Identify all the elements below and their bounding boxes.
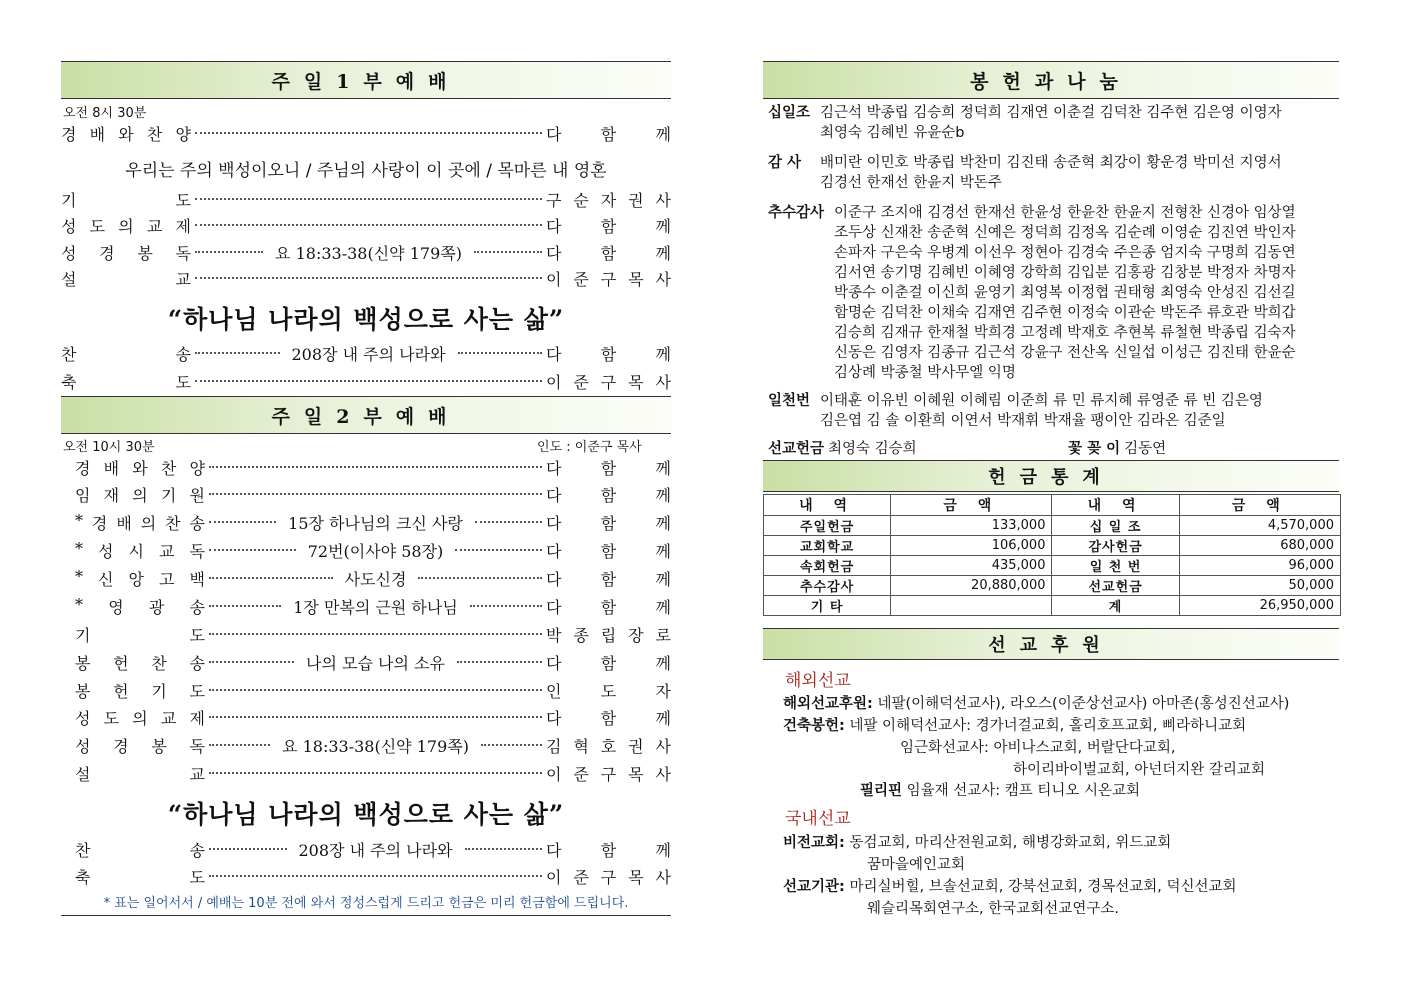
order-label: * 신 앙 고 백 [75, 566, 205, 589]
dot-leader [209, 661, 294, 663]
service2-row [61, 621, 671, 647]
order-person: 다 함 께 [546, 541, 672, 561]
stat-amount: 4,570,000 [1179, 516, 1340, 536]
mission-offering-names: 최영숙 김승희 [828, 441, 917, 457]
dot-leader [474, 251, 542, 253]
service2-row [61, 509, 671, 535]
order-person: 이 준 구 목 사 [546, 764, 671, 784]
table-row [764, 576, 1341, 596]
harvest-names-line: 박종수 이춘걸 이신희 윤영기 최영복 이정협 권태형 최영숙 안성진 김선길 [834, 285, 1296, 301]
service1-time: 오전 8시 30분 [63, 106, 147, 121]
offering-header: 봉헌과나눔 [763, 61, 1339, 99]
dot-leader [209, 772, 542, 774]
service1-row [61, 239, 671, 265]
order-person: 다 함 께 [546, 243, 671, 263]
vision-church-text: 동검교회, 마리산전원교회, 해병강화교회, 위드교회 [849, 835, 1172, 851]
service1-row [61, 340, 671, 366]
domestic-line-4: 웨슬리목회연구소, 한국교회선교연구소. [867, 901, 1119, 917]
dot-leader [465, 848, 543, 850]
overseas-support-text: 네팔(이해덕선교사), 라오스(이준상선교사) 아마존(홍성진선교사) [877, 696, 1290, 712]
offering-stats-table [763, 494, 1341, 616]
order-label: 기 도 [75, 625, 205, 645]
harvest-names-line: 조두상 신재찬 송준혁 신예은 정덕희 김정옥 김순례 이영순 김진연 박인자 [834, 225, 1296, 241]
col-item-1: 내 역 [764, 495, 891, 516]
dot-leader [209, 549, 296, 551]
order-person: 이 준 구 목 사 [546, 867, 671, 887]
dot-leader [209, 744, 270, 746]
service2-row [61, 454, 671, 480]
service2-row [61, 649, 671, 675]
order-detail: 요 18:33-38(신약 179쪽) [282, 736, 469, 756]
domestic-line-2: 꿈마을예인교회 [867, 857, 966, 873]
dot-leader [195, 380, 542, 382]
dot-leader [470, 605, 542, 607]
service1-praise-songs: 우리는 주의 백성이오니 / 주님의 사랑이 이 곳에 / 목마른 내 영혼 [125, 161, 607, 181]
offering-list [768, 103, 1340, 459]
order-label: 축 도 [75, 867, 205, 887]
stat-item: 속회헌금 [764, 556, 891, 576]
service2-row [61, 760, 671, 786]
domestic-line-1 [783, 832, 1171, 854]
thanks-label: 감 사 [768, 155, 802, 171]
domestic-title: 국내선교 [785, 809, 851, 829]
dot-leader [209, 493, 542, 495]
order-label: * 경 배 의 찬 송 [75, 510, 205, 533]
harvest-names-line: 신동은 김영자 김종규 김근석 강윤구 전산옥 신일섭 이성근 김진태 한윤순 [834, 345, 1296, 361]
overseas-line-1 [783, 693, 1289, 715]
service2-header: 주일2부예배 [61, 396, 671, 434]
stat-item: 일 천 번 [1052, 556, 1179, 576]
service1-row [61, 186, 671, 212]
stat-amount: 133,000 [891, 516, 1052, 536]
order-person: 다 함 께 [546, 597, 672, 617]
vision-church-label: 비전교회: [783, 835, 845, 851]
dot-leader [475, 521, 542, 523]
overseas-line-2 [783, 715, 1246, 737]
order-label: 성 경 봉 독 [75, 736, 205, 756]
dot-leader [209, 633, 542, 635]
order-label: 봉 헌 찬 송 [75, 653, 205, 673]
mission-org-label: 선교기관: [783, 879, 845, 895]
harvest-names-line: 손파자 구은숙 우병계 이선우 정현아 김경숙 주은종 엄지숙 구명희 김동연 [834, 245, 1296, 261]
tithe-names-2: 최영숙 김혜빈 유윤순b [820, 125, 965, 141]
service1-header: 주일1부예배 [61, 61, 671, 99]
order-detail: 208장 내 주의 나라와 [298, 840, 453, 860]
order-detail: 나의 모습 나의 소유 [306, 653, 445, 673]
order-label: 임 재 의 기 원 [75, 485, 205, 505]
order-label: * 영 광 송 [75, 594, 205, 617]
stat-amount: 435,000 [891, 556, 1052, 576]
service2-row [61, 836, 671, 862]
service2-sermon-title: “하나님 나라의 백성으로 사는 삶” [167, 800, 565, 829]
service1-row [61, 120, 671, 146]
order-person: 박 종 립 장 로 [546, 625, 671, 645]
harvest-label: 추수감사 [768, 205, 825, 221]
order-detail: 15장 하나님의 크신 사랑 [288, 513, 463, 533]
thanks-names-2: 김경선 한재선 한윤지 박돈주 [820, 175, 1002, 191]
stat-item: 추수감사 [764, 576, 891, 596]
harvest-names-line: 이준구 조지애 김경선 한재선 한윤성 한윤찬 한윤지 전형찬 신경아 임상열 [834, 205, 1296, 221]
flower-names: 김동연 [1124, 441, 1167, 457]
col-item-2: 내 역 [1052, 495, 1179, 516]
stat-amount: 106,000 [891, 536, 1052, 556]
building-label: 건축봉헌: [783, 718, 845, 734]
order-label: 경 배 와 찬 양 [75, 458, 205, 478]
overseas-title: 해외선교 [785, 671, 851, 691]
order-label: 성 도 의 교 제 [61, 216, 191, 236]
stat-item: 교회학교 [764, 536, 891, 556]
stat-amount: 96,000 [1179, 556, 1340, 576]
harvest-names-line: 김서연 송기명 김혜빈 이혜영 강학희 김입분 김홍광 김창분 박정자 차명자 [834, 265, 1296, 281]
oneday-names-1: 이태훈 이유빈 이혜원 이혜림 이준희 류 민 류지혜 류영준 류 빈 김은영 [820, 393, 1263, 409]
oneday-label: 일천번 [768, 393, 811, 409]
dot-leader [195, 277, 542, 279]
order-label: 성 도 의 교 제 [75, 708, 205, 728]
dot-leader [481, 744, 542, 746]
service1-row [61, 368, 671, 394]
table-row [764, 556, 1341, 576]
mission-org-text: 마리실버힐, 브솔선교회, 강북선교회, 경목선교회, 덕신선교회 [849, 879, 1237, 895]
overseas-line-4: 하이리바이벌교회, 아넌더지완 갈리교회 [1013, 762, 1265, 778]
stat-amount: 20,880,000 [891, 576, 1052, 596]
table-row [764, 536, 1341, 556]
service1-row [61, 265, 671, 291]
service2-row [61, 481, 671, 507]
overseas-line-5 [860, 780, 1140, 802]
order-person: 다 함 께 [546, 216, 671, 236]
flower-label: 꽃 꽂 이 [1068, 441, 1121, 457]
order-label: 설 교 [75, 764, 205, 784]
mission-offering-label: 선교헌금 [768, 441, 825, 457]
footnote: * 표는 일어서서 / 예배는 10분 전에 와서 정성스럽게 드리고 헌금은 미리 헌금함에 드립니다. [61, 892, 671, 916]
dot-leader [209, 577, 333, 579]
order-person: 이 준 구 목 사 [546, 269, 671, 289]
dot-leader [209, 605, 281, 607]
harvest-names-line: 김승희 김재규 한재철 박희경 고정례 박재호 추현복 류철현 박종립 김숙자 [834, 325, 1296, 341]
dot-leader [209, 848, 287, 850]
overseas-support-label: 해외선교후원: [783, 696, 873, 712]
tithe-label: 십일조 [768, 105, 811, 121]
order-label: 경 배 와 찬 양 [61, 124, 191, 144]
service1-row [61, 212, 671, 238]
tithe-names-1: 김근석 박종립 김승희 정덕희 김재연 이춘걸 김덕찬 김주현 김은영 이영자 [820, 105, 1282, 121]
dot-leader [458, 352, 543, 354]
philippines-text: 임율재 선교사: 캠프 티니오 시온교회 [906, 783, 1141, 799]
dot-leader [195, 198, 542, 200]
dot-leader [455, 549, 542, 551]
philippines-label: 필리핀 [860, 783, 903, 799]
order-person: 구 순 자 권 사 [546, 190, 671, 210]
stat-item: 기 타 [764, 596, 891, 616]
order-person: 김 혁 호 권 사 [546, 736, 671, 756]
stat-item: 주일헌금 [764, 516, 891, 536]
thanks-names-1: 배미란 이민호 박종립 박찬미 김진태 송준혁 최강이 황운경 박미선 지영서 [820, 155, 1282, 171]
service2-row [61, 732, 671, 758]
order-label: * 성 시 교 독 [75, 538, 205, 561]
harvest-names-line: 김상례 박종철 박사무엘 익명 [834, 365, 1016, 381]
stat-item: 십 일 조 [1052, 516, 1179, 536]
oneday-names-2: 김은엽 김 솔 이환희 이연서 박재휘 박재율 팽이안 김라온 김준일 [820, 413, 1226, 429]
building-text: 네팔 이해덕선교사: 경가너걸교회, 홀리호프교회, 삐라하니교회 [849, 718, 1247, 734]
dot-leader [457, 661, 542, 663]
order-person: 다 함 께 [546, 485, 671, 505]
order-person: 다 함 께 [546, 344, 671, 364]
service2-row [61, 593, 671, 619]
order-detail: 208장 내 주의 나라와 [291, 344, 446, 364]
order-label: 찬 송 [61, 344, 191, 364]
service2-row [61, 537, 671, 563]
order-person: 다 함 께 [546, 124, 671, 144]
dot-leader [209, 521, 276, 523]
stat-item: 감사헌금 [1052, 536, 1179, 556]
dot-leader [195, 251, 263, 253]
order-label: 설 교 [61, 269, 191, 289]
order-person: 다 함 께 [546, 458, 671, 478]
harvest-names-line: 함명순 김덕찬 이채숙 김재연 김주현 이정숙 이관순 박돈주 류호관 박희갑 [834, 305, 1296, 321]
table-row [764, 596, 1341, 616]
order-person: 인 도 자 [546, 681, 671, 701]
service2-row [61, 565, 671, 591]
domestic-line-3 [783, 876, 1236, 898]
order-detail: 요 18:33-38(신약 179쪽) [275, 243, 462, 263]
dot-leader [195, 224, 542, 226]
order-person: 다 함 께 [546, 653, 671, 673]
service2-row [61, 704, 671, 730]
order-detail: 1장 만복의 근원 하나님 [293, 597, 458, 617]
dot-leader [209, 875, 542, 877]
stat-amount: 680,000 [1179, 536, 1340, 556]
service2-row [61, 863, 671, 889]
dot-leader [195, 132, 542, 134]
order-detail: 72번(이사야 58장) [307, 541, 444, 561]
order-person: 다 함 께 [546, 569, 672, 589]
order-person: 다 함 께 [546, 708, 671, 728]
stat-amount: 50,000 [1179, 576, 1340, 596]
stats-header: 헌금통계 [763, 460, 1339, 492]
overseas-line-3: 임근화선교사: 아비나스교회, 버랄단다교회, [900, 740, 1176, 756]
missions-header: 선교후원 [763, 628, 1339, 660]
stat-item: 선교헌금 [1052, 576, 1179, 596]
order-detail: 사도신경 [344, 569, 407, 589]
stat-amount: 26,950,000 [1179, 596, 1340, 616]
order-label: 찬 송 [75, 840, 205, 860]
stat-item: 계 [1052, 596, 1179, 616]
service2-leader: 인도 : 이준구 목사 [537, 440, 642, 455]
order-label: 성 경 봉 독 [61, 243, 191, 263]
dot-leader [209, 689, 542, 691]
harvest-names [834, 203, 1296, 383]
dot-leader [195, 352, 280, 354]
service2-row [61, 677, 671, 703]
col-amount-2: 금 액 [1179, 495, 1340, 516]
order-label: 봉 헌 기 도 [75, 681, 205, 701]
dot-leader [418, 577, 542, 579]
order-label: 축 도 [61, 372, 191, 392]
order-person: 다 함 께 [546, 840, 671, 860]
order-person: 다 함 께 [546, 513, 672, 533]
service1-sermon-title: “하나님 나라의 백성으로 사는 삶” [167, 305, 565, 334]
order-label: 기 도 [61, 190, 191, 210]
col-amount-1: 금 액 [891, 495, 1052, 516]
table-row [764, 516, 1341, 536]
dot-leader [209, 466, 542, 468]
service2-time: 오전 10시 30분 [63, 440, 155, 455]
dot-leader [209, 716, 542, 718]
stat-amount [891, 596, 1052, 616]
order-person: 이 준 구 목 사 [546, 372, 671, 392]
